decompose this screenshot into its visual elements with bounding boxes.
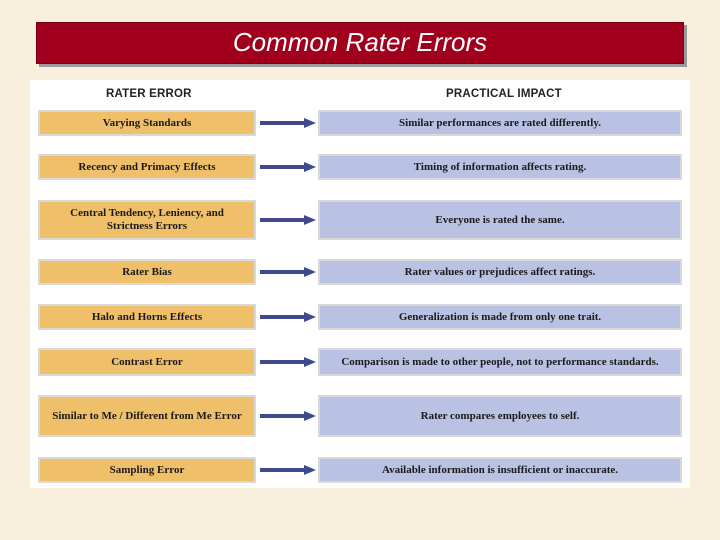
rater-error-box: Halo and Horns Effects — [38, 304, 256, 330]
practical-impact-box: Timing of information affects rating. — [318, 154, 682, 180]
arrow-right-icon — [258, 356, 318, 368]
arrow-right-icon — [258, 311, 318, 323]
slide-title: Common Rater Errors — [232, 27, 488, 57]
arrow-right-icon — [258, 161, 318, 173]
diagram-row — [30, 259, 690, 285]
rater-error-box: Contrast Error — [38, 348, 256, 376]
rater-error-box: Similar to Me / Different from Me Error — [38, 395, 256, 437]
practical-impact-box: Generalization is made from only one trait. — [318, 304, 682, 330]
arrow-right-icon — [258, 117, 318, 129]
rater-error-box: Recency and Primacy Effects — [38, 154, 256, 180]
diagram-row — [30, 154, 690, 180]
practical-impact-box: Rater compares employees to self. — [318, 395, 682, 437]
diagram-row — [30, 395, 690, 437]
rater-error-box: Sampling Error — [38, 457, 256, 483]
rater-error-box: Central Tendency, Leniency, and Strictness Errors — [38, 200, 256, 240]
diagram-row — [30, 200, 690, 240]
practical-impact-box: Available information is insufficient or inaccurate. — [318, 457, 682, 483]
arrow-right-icon — [258, 410, 318, 422]
arrow-right-icon — [258, 464, 318, 476]
arrow-right-icon — [258, 266, 318, 278]
practical-impact-box: Comparison is made to other people, not to performance standards. — [318, 348, 682, 376]
title-bar — [36, 22, 684, 64]
rater-error-box: Rater Bias — [38, 259, 256, 285]
rater-error-header: RATER ERROR — [106, 88, 192, 100]
practical-impact-box: Rater values or prejudices affect ratings. — [318, 259, 682, 285]
diagram-row — [30, 110, 690, 136]
diagram-panel — [30, 80, 690, 488]
practical-impact-header: PRACTICAL IMPACT — [446, 88, 562, 100]
practical-impact-box: Similar performances are rated differently. — [318, 110, 682, 136]
diagram-row — [30, 304, 690, 330]
practical-impact-box: Everyone is rated the same. — [318, 200, 682, 240]
diagram-row — [30, 348, 690, 376]
arrow-right-icon — [258, 214, 318, 226]
diagram-row — [30, 457, 690, 483]
rater-error-box: Varying Standards — [38, 110, 256, 136]
